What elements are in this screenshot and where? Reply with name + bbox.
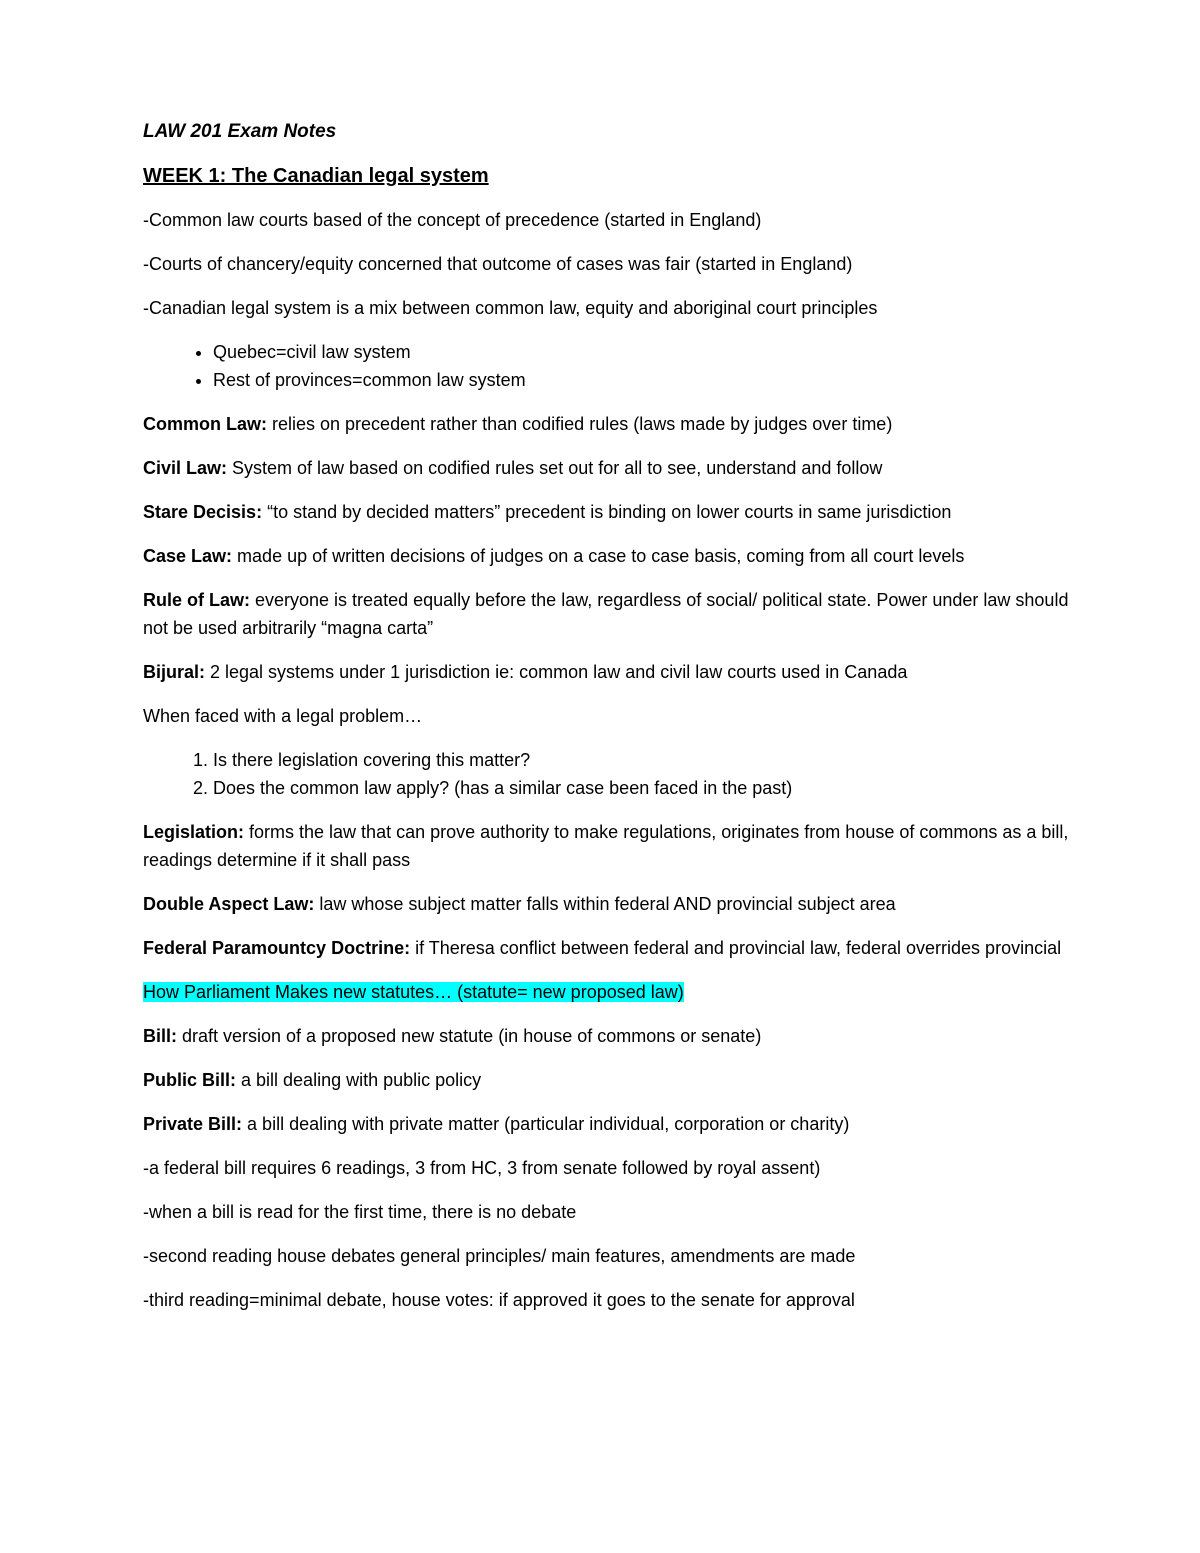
note-line: When faced with a legal problem…	[143, 706, 423, 726]
note-line: -when a bill is read for the first time, there is no debate	[143, 1202, 577, 1222]
definition-text: if Theresa conflict between federal and provincial law, federal overrides provincial	[410, 938, 1062, 958]
definition-text: a bill dealing with public policy	[236, 1070, 482, 1090]
definition	[143, 542, 1073, 570]
definition	[143, 586, 1073, 642]
definition-term: Bill:	[143, 1026, 177, 1046]
note-line: -third reading=minimal debate, house votes: if approved it goes to the senate for approval	[143, 1290, 855, 1310]
definition	[143, 818, 1073, 874]
note-line: -Courts of chancery/equity concerned that outcome of cases was fair (started in England)	[143, 254, 853, 274]
definition-term: Double Aspect Law:	[143, 894, 315, 914]
definition-term: Civil Law:	[143, 458, 228, 478]
definition-term: Private Bill:	[143, 1114, 243, 1134]
definition-text: System of law based on codified rules set out for all to see, understand and follow	[227, 458, 883, 478]
definition	[143, 454, 1073, 482]
definition-term: Stare Decisis:	[143, 502, 263, 522]
definition-text: law whose subject matter falls within federal AND provincial subject area	[314, 894, 896, 914]
definition	[143, 1022, 1073, 1050]
definition-text: forms the law that can prove authority to make regulations, originates from house of commons as a bill, readings determine if it shall pass	[143, 822, 1069, 870]
definition-text: a bill dealing with private matter (particular individual, corporation or charity)	[242, 1114, 850, 1134]
bullet-item: • Rest of provinces=common law system	[213, 366, 1073, 394]
note-line: -second reading house debates general principles/ main features, amendments are made	[143, 1246, 856, 1266]
section-heading: WEEK 1: The Canadian legal system	[143, 165, 489, 187]
note-line: -a federal bill requires 6 readings, 3 from HC, 3 from senate followed by royal assent)	[143, 1158, 821, 1178]
definition-text: relies on precedent rather than codified rules (laws made by judges over time)	[267, 414, 893, 434]
document-page	[143, 118, 1073, 1330]
definition-text: 2 legal systems under 1 jurisdiction ie: common law and civil law courts used in Canada	[205, 662, 908, 682]
highlighted-heading	[143, 978, 1073, 1006]
definition-text: “to stand by decided matters” precedent is binding on lower courts in same jurisdiction	[262, 502, 952, 522]
bullet-list	[143, 338, 1073, 394]
definition-term: Case Law:	[143, 546, 233, 566]
note-line: -Canadian legal system is a mix between common law, equity and aboriginal court principles	[143, 298, 878, 318]
definition	[143, 498, 1073, 526]
numbered-item: 1. Is there legislation covering this matter?	[213, 746, 1073, 774]
definition-term: Rule of Law:	[143, 590, 250, 610]
numbered-list	[143, 746, 1073, 802]
definition-text: draft version of a proposed new statute (in house of commons or senate)	[177, 1026, 762, 1046]
definition-term: Bijural:	[143, 662, 206, 682]
definition-term: Public Bill:	[143, 1070, 237, 1090]
numbered-item: 2. Does the common law apply? (has a similar case been faced in the past)	[213, 774, 1073, 802]
definition	[143, 1066, 1073, 1094]
definition	[143, 1110, 1073, 1138]
definition-term: Common Law:	[143, 414, 267, 434]
definition	[143, 410, 1073, 438]
definition-text: made up of written decisions of judges on a case to case basis, coming from all court levels	[232, 546, 965, 566]
note-line: -Common law courts based of the concept of precedence (started in England)	[143, 210, 762, 230]
document-title: LAW 201 Exam Notes	[143, 121, 337, 142]
definition-term: Legislation:	[143, 822, 245, 842]
definition	[143, 934, 1073, 962]
definition-term: Federal Paramountcy Doctrine:	[143, 938, 411, 958]
highlighted-text: How Parliament Makes new statutes… (statute= new proposed law)	[143, 982, 684, 1002]
definition-text: everyone is treated equally before the law, regardless of social/ political state. Power under law should not be used arbitrarily “magna carta”	[143, 590, 1069, 638]
definition	[143, 890, 1073, 918]
definition	[143, 658, 1073, 686]
bullet-item: • Quebec=civil law system	[213, 338, 1073, 366]
